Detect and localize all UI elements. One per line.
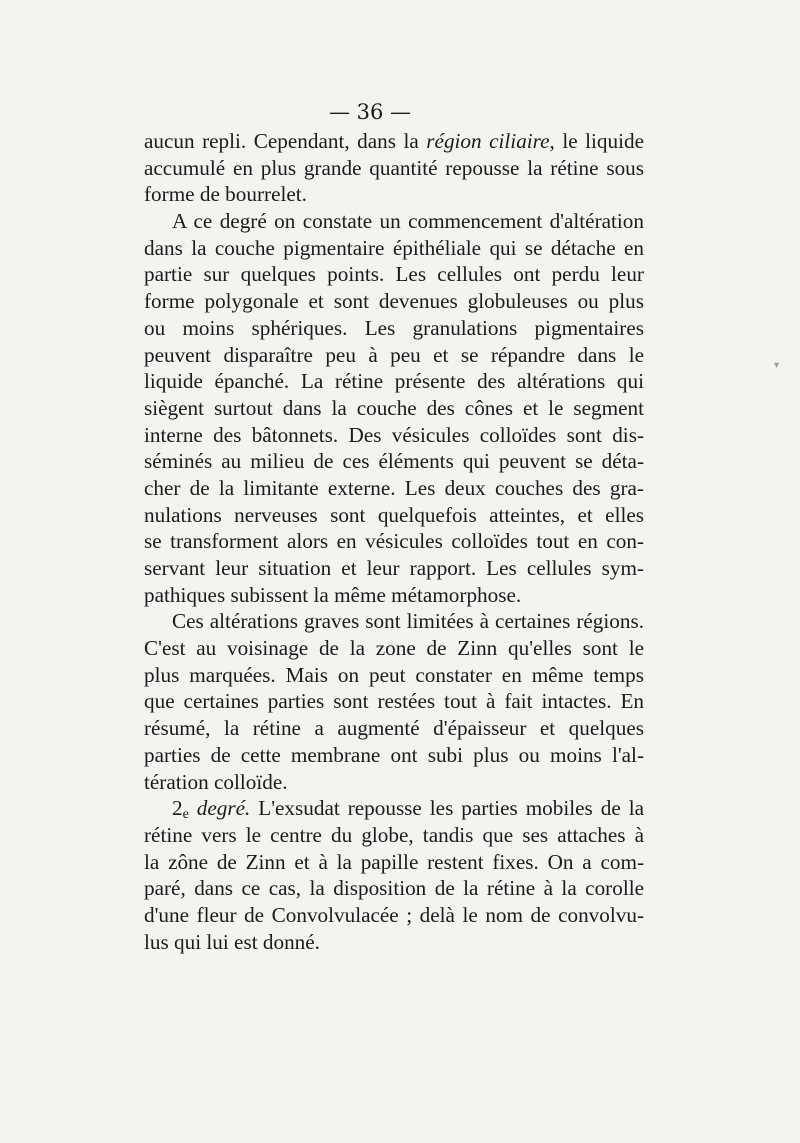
margin-mark-icon: ▾ (774, 360, 780, 371)
emphasis-degre: degré. (196, 796, 251, 821)
text-line: 2e degré. L'exsudat repousse les parties mobiles de la (172, 796, 644, 823)
paragraph-1 (144, 128, 644, 208)
text-line: pathiques subissent la même métamorphose. (144, 582, 522, 607)
text-line: liquide épanché. La rétine présente des altérations qui (144, 369, 644, 394)
paragraph-2 (144, 208, 644, 608)
text-line: plus marquées. Mais on peut constater en même temps (144, 662, 644, 687)
text-line: d'une fleur de Convolvulacée ; delà le nom de convolvu- (144, 902, 644, 927)
text-line: la zône de Zinn et à la papille restent fixes. On a com- (144, 849, 644, 874)
text-line: interne des bâtonnets. Des vésicules colloïdes sont dis- (144, 422, 644, 447)
emphasis-region-ciliaire: région ciliaire (426, 129, 550, 153)
text-line: nulations nerveuses sont quelquefois atteintes, et elles (144, 502, 644, 527)
text-line: ou moins sphériques. Les granulations pigmentaires (144, 315, 644, 340)
text-line: accumulé en plus grande quantité repousse la rétine sous (144, 155, 644, 180)
text-line: parties de cette membrane ont subi plus ou moins l'al- (144, 742, 644, 767)
body-text (144, 128, 644, 955)
text-line: aucun repli. Cependant, dans la région ciliaire, le liquide (144, 129, 644, 153)
text-line: Ces altérations graves sont limitées à certaines régions. (172, 609, 644, 634)
paragraph-4 (144, 795, 644, 955)
text-line: rétine vers le centre du globe, tandis que ses attaches à (144, 822, 644, 847)
text-line: lus qui lui est donné. (144, 929, 320, 954)
text-line: A ce degré on constate un commencement d'altération (172, 209, 644, 234)
degree-number: 2 (172, 796, 183, 821)
degree-superscript: e (182, 807, 189, 823)
text-line: servant leur situation et leur rapport. Les cellules sym- (144, 556, 644, 580)
text-line: que certaines parties sont restées tout à fait intactes. En (144, 689, 644, 714)
text-line: forme de bourrelet. (144, 182, 307, 207)
text-line: peuvent disparaître peu à peu et se répandre dans le (144, 342, 644, 367)
text-line: tération colloïde. (144, 769, 288, 794)
text-line: forme polygonale et sont devenues globuleuses ou plus (144, 289, 644, 314)
text-line: siègent surtout dans la couche des cônes et le segment (144, 395, 644, 420)
page-number: — 36 — (328, 100, 412, 124)
text-line: se transforment alors en vésicules colloïdes tout en con- (144, 529, 644, 554)
text-line: partie sur quelques points. Les cellules ont perdu leur (144, 262, 644, 287)
text-line: résumé, la rétine a augmenté d'épaisseur et quelques (144, 716, 644, 741)
paragraph-3 (144, 608, 644, 795)
text-line: C'est au voisinage de la zone de Zinn qu'elles sont le (144, 636, 644, 661)
text-line: paré, dans ce cas, la disposition de la rétine à la corolle (144, 876, 644, 901)
text-line: dans la couche pigmentaire épithéliale qui se détache en (144, 235, 644, 260)
text-line: séminés au milieu de ces éléments qui peuvent se déta- (144, 449, 644, 474)
text-line: cher de la limitante externe. Les deux couches des gra- (144, 475, 644, 500)
